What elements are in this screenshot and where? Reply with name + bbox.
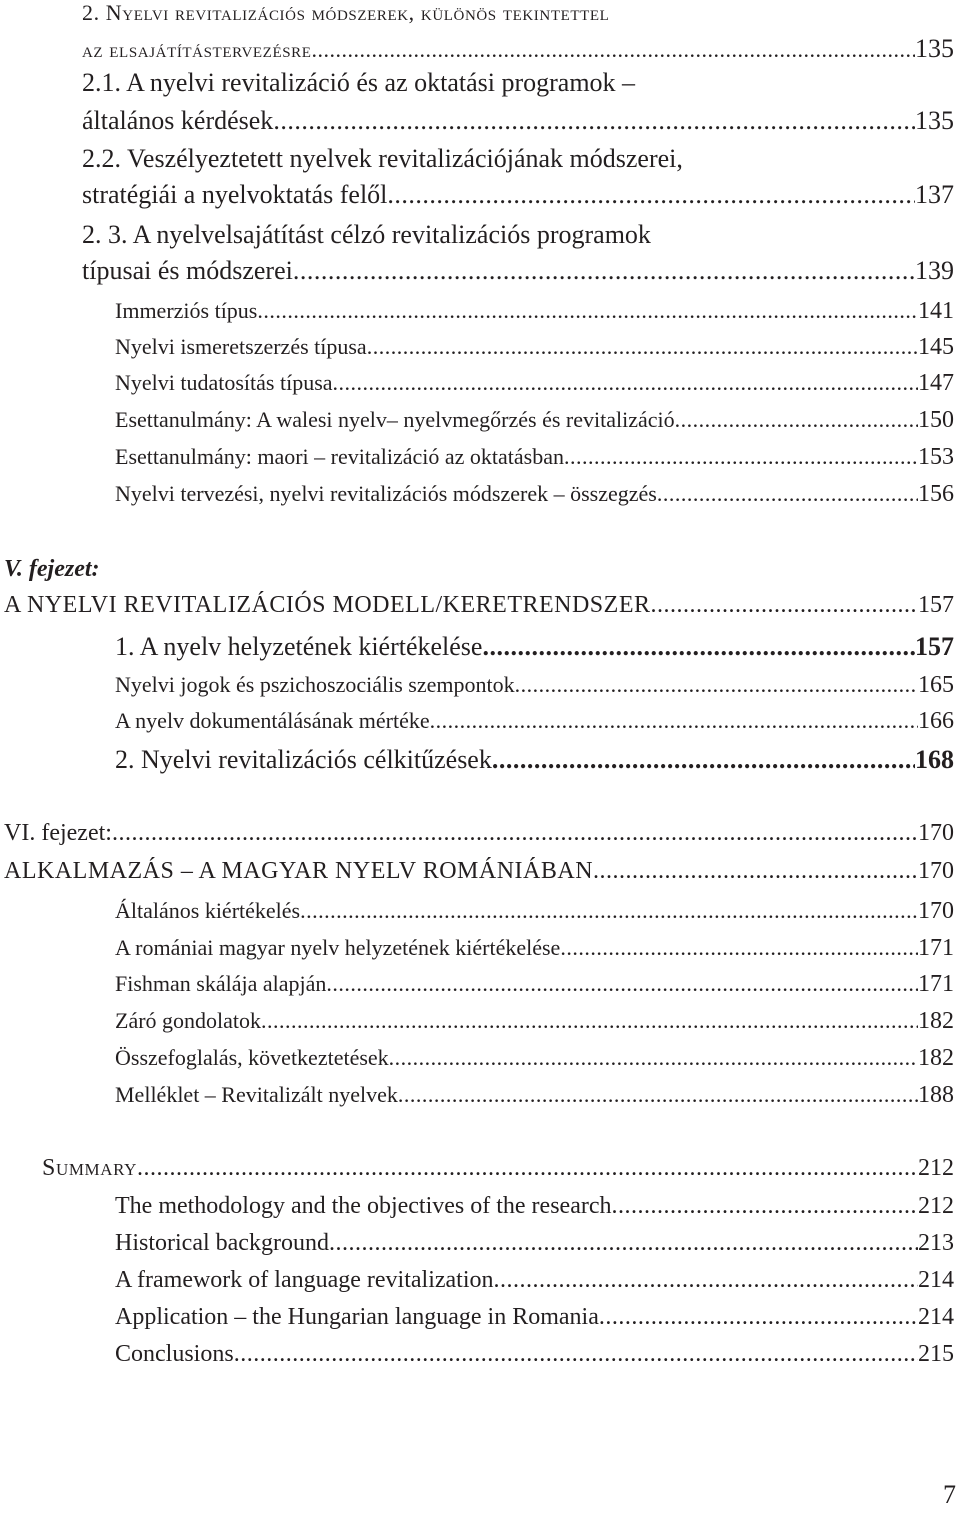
leader-dots	[293, 256, 915, 286]
toc-subentry[interactable]	[115, 672, 954, 699]
toc-entry-text: stratégiái a nyelvoktatás felől	[82, 180, 388, 209]
toc-page-number: 170	[918, 898, 954, 924]
leader-dots	[515, 672, 918, 698]
leader-dots	[367, 334, 918, 360]
leader-dots	[257, 298, 918, 324]
leader-dots	[492, 745, 915, 775]
leader-dots	[612, 1193, 919, 1220]
toc-subentry[interactable]	[115, 370, 954, 397]
toc-entry-text: ALKALMAZÁS – A MAGYAR NYELV ROMÁNIÁBAN	[4, 858, 594, 884]
leader-dots	[599, 1304, 918, 1331]
toc-subentry[interactable]	[115, 1341, 954, 1368]
toc-page-number: 212	[918, 1193, 954, 1219]
leader-dots	[137, 1155, 918, 1182]
toc-entry-s2-3[interactable]	[82, 256, 954, 286]
toc-page-number: 153	[918, 444, 954, 470]
toc-subentry[interactable]	[115, 1267, 954, 1294]
toc-subentry[interactable]	[115, 444, 954, 471]
toc-page-number: 188	[918, 1082, 954, 1108]
toc-page-number: 157	[918, 592, 954, 618]
chapter-v-heading: V. fejezet:	[4, 556, 100, 582]
toc-page-number: 156	[918, 481, 954, 507]
toc-page-number: 182	[918, 1008, 954, 1034]
leader-dots	[494, 1267, 918, 1294]
leader-dots	[675, 407, 918, 433]
toc-entry-s2-line1: 2. Nyelvi revitalizációs módszerek, különös tekintettel	[82, 0, 610, 25]
page-number: 7	[943, 1480, 956, 1509]
toc-page-number: 137	[915, 180, 954, 209]
toc-page-number: 168	[915, 745, 954, 774]
toc-page-number: 182	[918, 1045, 954, 1071]
toc-subentry[interactable]	[115, 481, 954, 508]
leader-dots	[593, 858, 918, 885]
leader-dots	[326, 971, 918, 997]
toc-entry-s2-1[interactable]	[82, 106, 954, 136]
leader-dots	[564, 444, 918, 470]
toc-page-number: 139	[915, 256, 954, 285]
toc-page-number: 212	[918, 1155, 954, 1181]
toc-entry-text: Nyelvi jogok és pszichoszociális szempontok	[115, 672, 515, 697]
toc-page-number: 157	[915, 632, 954, 661]
toc-entry-text: Esettanulmány: A walesi nyelv– nyelvmegőrzés és revitalizáció	[115, 407, 675, 432]
toc-entry-ch5[interactable]	[4, 592, 954, 619]
toc-page-number: 170	[918, 820, 954, 846]
toc-entry-text: 2. Nyelvi revitalizációs célkitűzések	[115, 745, 492, 774]
toc-entry-ch6-heading[interactable]	[4, 820, 954, 847]
toc-entry-text: Nyelvi ismeretszerzés típusa	[115, 334, 367, 359]
toc-page-number: 171	[918, 935, 954, 961]
leader-dots	[312, 37, 915, 63]
toc-entry-text: A romániai magyar nyelv helyzetének kiértékelése	[115, 935, 561, 960]
toc-entry-text: Summary	[42, 1155, 138, 1181]
toc-page-number: 147	[918, 370, 954, 396]
toc-subentry[interactable]	[115, 407, 954, 434]
toc-entry-s2-3-line1: 2. 3. A nyelvelsajátítást célzó revitalizációs programok	[82, 220, 651, 249]
toc-entry-text: Esettanulmány: maori – revitalizáció az oktatásban	[115, 444, 564, 469]
toc-entry-text: Záró gondolatok	[115, 1008, 262, 1033]
leader-dots	[261, 1008, 918, 1034]
toc-entry-text: az elsajátítástervezésre	[82, 37, 312, 62]
toc-entry-text: 1. A nyelv helyzetének kiértékelése	[115, 632, 483, 661]
toc-entry-text: A framework of language revitalization	[115, 1267, 494, 1293]
leader-dots	[560, 935, 918, 961]
toc-entry-ch5-s1[interactable]	[115, 632, 954, 662]
toc-page-number: 141	[918, 298, 954, 324]
toc-page-number: 214	[918, 1267, 954, 1293]
toc-entry-text: The methodology and the objectives of the research	[115, 1193, 612, 1219]
leader-dots	[482, 632, 915, 662]
toc-subentry[interactable]	[115, 1304, 954, 1331]
toc-entry-text: Conclusions	[115, 1341, 234, 1367]
toc-subentry[interactable]	[115, 1045, 954, 1072]
leader-dots	[329, 1230, 918, 1257]
toc-entry-text: Immerziós típus	[115, 298, 258, 323]
toc-page-number: 135	[915, 34, 954, 63]
toc-subentry[interactable]	[115, 1230, 954, 1257]
toc-entry-s2-2-line1: 2.2. Veszélyeztetett nyelvek revitalizációjának módszerei,	[82, 144, 683, 173]
toc-entry-text: Nyelvi tervezési, nyelvi revitalizációs módszerek – összegzés	[115, 481, 657, 506]
leader-dots	[657, 481, 918, 507]
toc-entry-ch6[interactable]	[4, 858, 954, 885]
leader-dots	[300, 898, 918, 924]
toc-subentry[interactable]	[115, 935, 954, 962]
toc-entry-text: VI. fejezet:	[4, 820, 112, 846]
toc-entry-ch5-s2[interactable]	[115, 745, 954, 775]
toc-page-number: 214	[918, 1304, 954, 1330]
toc-page-number: 145	[918, 334, 954, 360]
toc-subentry[interactable]	[115, 1008, 954, 1035]
toc-page-number: 213	[918, 1230, 954, 1256]
toc-entry-text: A nyelv dokumentálásának mértéke	[115, 708, 430, 733]
toc-entry-text: Melléklet – Revitalizált nyelvek	[115, 1082, 398, 1107]
toc-entry-summary[interactable]	[42, 1155, 954, 1182]
toc-subentry[interactable]	[115, 1193, 954, 1220]
toc-page-number: 150	[918, 407, 954, 433]
toc-page-number: 135	[915, 106, 954, 135]
toc-subentry[interactable]	[115, 898, 954, 925]
toc-entry-text: Nyelvi tudatosítás típusa	[115, 370, 333, 395]
toc-entry-text: általános kérdések	[82, 106, 274, 135]
leader-dots	[234, 1341, 918, 1368]
toc-subentry[interactable]	[115, 334, 954, 361]
leader-dots	[650, 592, 918, 619]
toc-entry-text: Összefoglalás, következtetések	[115, 1045, 389, 1070]
toc-page-number: 165	[918, 672, 954, 698]
toc-entry-text: Fishman skálája alapján	[115, 971, 327, 996]
toc-subentry[interactable]	[115, 708, 954, 735]
leader-dots	[333, 370, 918, 396]
toc-page-number: 170	[918, 858, 954, 884]
toc-entry-s2-1-line1: 2.1. A nyelvi revitalizáció és az oktatási programok –	[82, 68, 636, 97]
toc-subentry[interactable]	[115, 971, 954, 998]
toc-entry-s2-2[interactable]	[82, 180, 954, 210]
toc-entry-text: Application – the Hungarian language in Romania	[115, 1304, 599, 1330]
toc-entry-text: Historical background	[115, 1230, 329, 1256]
leader-dots	[273, 106, 915, 136]
toc-page-number: 215	[918, 1341, 954, 1367]
toc-subentry[interactable]	[115, 1082, 954, 1109]
toc-entry-text: típusai és módszerei	[82, 256, 293, 285]
toc-entry-text: Általános kiértékelés	[115, 898, 301, 923]
toc-page-number: 166	[918, 708, 954, 734]
leader-dots	[389, 1045, 918, 1071]
leader-dots	[398, 1082, 918, 1108]
toc-page-number: 171	[918, 971, 954, 997]
toc-entry-s2[interactable]	[82, 34, 954, 64]
leader-dots	[112, 820, 918, 847]
leader-dots	[430, 708, 918, 734]
toc-subentry[interactable]	[115, 298, 954, 325]
leader-dots	[387, 180, 915, 210]
toc-entry-text: A NYELVI REVITALIZÁCIÓS MODELL/KERETRENDSZER	[4, 592, 651, 618]
